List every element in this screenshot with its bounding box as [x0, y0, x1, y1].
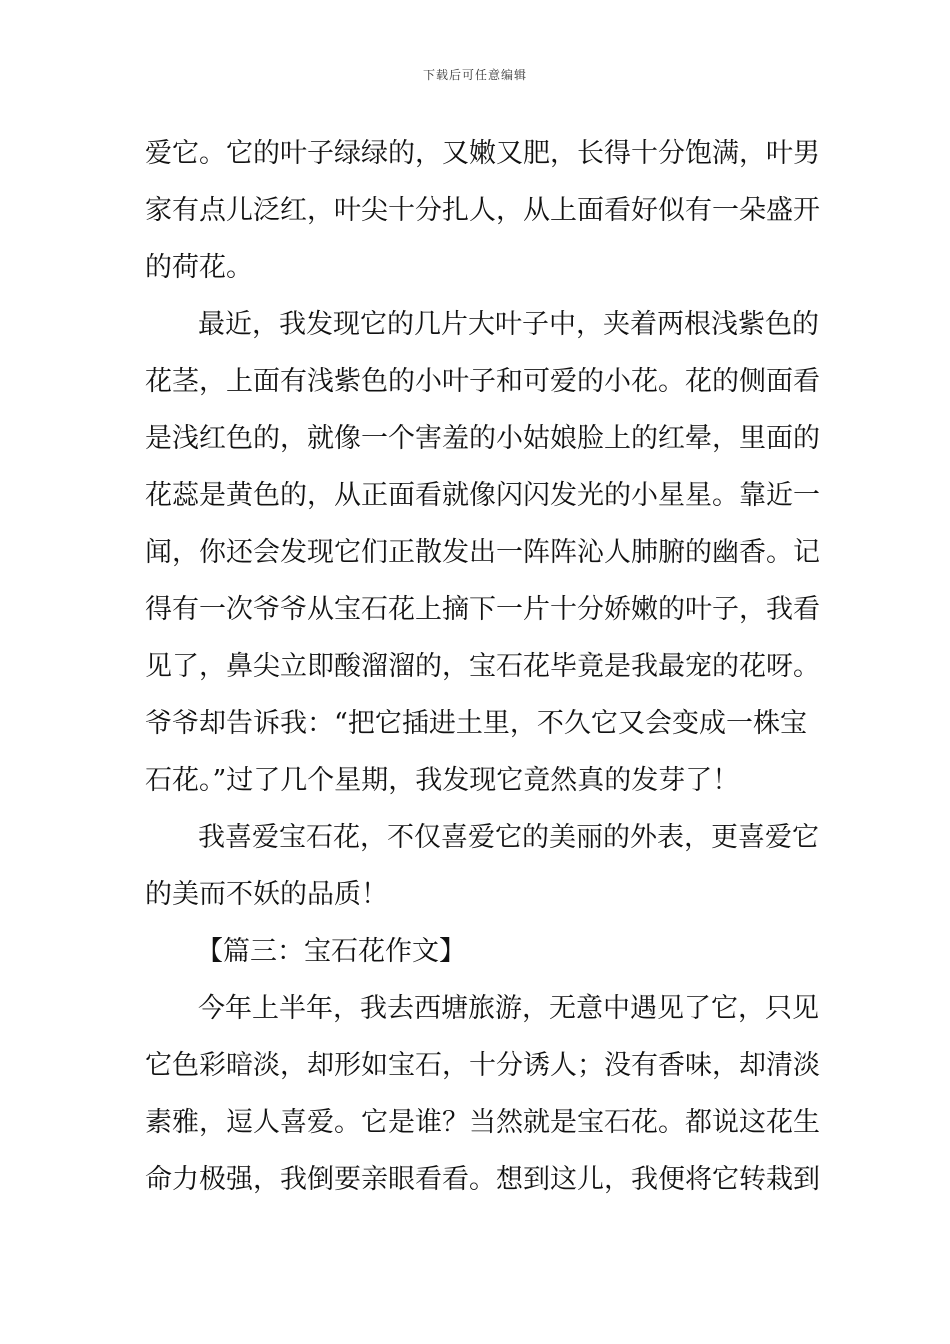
text-line: 的美而不妖的品质！ — [145, 879, 388, 910]
text-line: 爱它。它的叶子绿绿的，又嫩又肥，长得十分饱满，叶男 — [145, 138, 820, 169]
paragraph-first-line: 今年上半年，我去西塘旅游，无意中遇见了它，只见 — [198, 993, 819, 1024]
text-line: 是浅红色的，就像一个害羞的小姑娘脸上的红晕，里面的 — [145, 423, 820, 454]
text-line: 石花。”过了几个星期，我发现它竟然真的发芽了！ — [145, 765, 740, 796]
text-line: 爷爷却告诉我：“把它插进土里，不久它又会变成一株宝 — [145, 708, 807, 739]
text-line: 花蕊是黄色的，从正面看就像闪闪发光的小星星。靠近一 — [145, 480, 820, 511]
text-line: 花茎，上面有浅紫色的小叶子和可爱的小花。花的侧面看 — [145, 366, 820, 397]
page-header-note: 下载后可任意编辑 — [422, 68, 527, 82]
text-line: 闻，你还会发现它们正散发出一阵阵沁人肺腑的幽香。记 — [145, 537, 820, 568]
section-heading: 【篇三：宝石花作文】 — [196, 936, 466, 967]
text-line: 得有一次爷爷从宝石花上摘下一片十分娇嫩的叶子，我看 — [145, 594, 820, 625]
text-line: 它色彩暗淡，却形如宝石，十分诱人；没有香味，却清淡 — [145, 1050, 820, 1081]
text-line: 素雅，逗人喜爱。它是谁？当然就是宝石花。都说这花生 — [145, 1107, 820, 1138]
text-line: 的荷花。 — [145, 252, 253, 283]
paragraph-first-line: 我喜爱宝石花，不仅喜爱它的美丽的外表，更喜爱它 — [198, 822, 819, 853]
text-line: 命力极强，我倒要亲眼看看。想到这儿，我便将它转栽到 — [145, 1164, 820, 1195]
text-line: 见了，鼻尖立即酸溜溜的，宝石花毕竟是我最宠的花呀。 — [145, 651, 820, 682]
paragraph-first-line: 最近，我发现它的几片大叶子中，夹着两根浅紫色的 — [198, 309, 819, 340]
text-line: 家有点儿泛红，叶尖十分扎人，从上面看好似有一朵盛开 — [145, 195, 820, 226]
